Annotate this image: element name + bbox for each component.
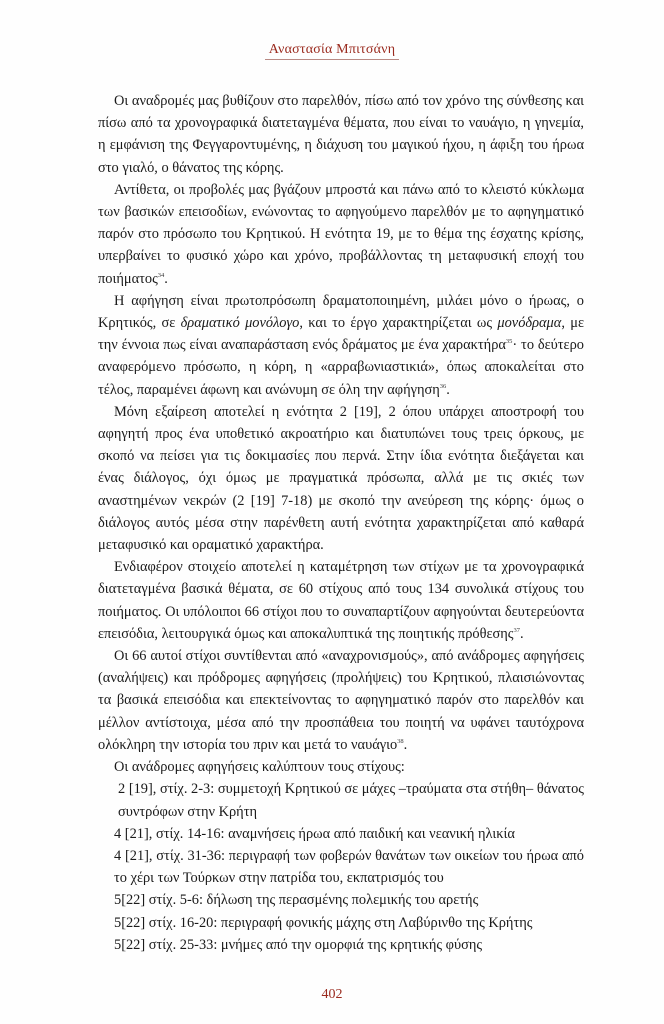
- paragraph-text: Μόνη εξαίρεση αποτελεί η ενότητα 2 [19], 2 όπου υπάρχει αποστροφή του αφηγητή προς ένα υποθετικό ακροατήριο και διατυπώνει τους τρεις όρκους, με σκοπό να πείσει για τις δοκιμασίες που περνά. Στην ίδια ενότητα διεξάγεται και ένας διάλογος, όχι όμως με πραγματικά πρόσωπα, αλλά με τις σκιές των αναστημένων νεκρών (2 [19] 7-18) με σκοπό την ανεύρεση της κόρης· όμως ο διάλογος αυτός μέσα στην παρένθετη αυτή ενότητα χαρακτηρίζεται από καθαρά μεταφυσικό και οραματικό χαρακτήρα.: [98, 403, 584, 554]
- main-text: [98, 90, 584, 956]
- paragraph-text: Ενδιαφέρον στοιχείο αποτελεί η καταμέτρηση των στίχων με τα χρονογραφικά διατεταγμένα βασικά θέματα, σε 60 στίχους από τους 134 συνολικά στίχους του ποιήματος. Οι υπόλοιποι 66 στίχοι που το συναπαρτίζουν αφηγούνται δευτερεύοντα επεισόδια, λειτουργικά όμως και αποκαλυπτικά της ποιητικής πρόθεσης: [98, 559, 584, 642]
- footnote-marker: 38: [397, 738, 404, 746]
- paragraph-text: Η αφήγηση είναι πρωτοπρόσωπη δραματοποιημένη, μιλάει μόνο ο ήρωας, ο Κρητικός, σε: [98, 292, 584, 332]
- list-item: 4 [21], στίχ. 31-36: περιγραφή των φοβερών θανάτων των οικείων του ήρωα από το χέρι των Τούρκων στην πατρίδα του, εκπατρισμός του: [114, 847, 584, 887]
- list-item: 5[22] στίχ. 25-33: μνήμες από την ομορφιά της κρητικής φύσης: [114, 936, 483, 953]
- paragraph-tail: .: [520, 625, 524, 642]
- paragraph-2: [98, 179, 584, 290]
- footnote-marker: 37: [513, 627, 520, 635]
- paragraph-7: [98, 756, 584, 778]
- paragraph-text: Οι ανάδρομες αφηγήσεις καλύπτουν τους στίχους:: [114, 759, 405, 776]
- paragraph-tail: .: [446, 381, 450, 398]
- list-item: 5[22] στίχ. 5-6: δήλωση της περασμένης πολεμικής του αρετής: [114, 892, 479, 909]
- verse-list: [98, 778, 584, 956]
- page-number: 402: [321, 987, 343, 1002]
- list-item: 4 [21], στίχ. 14-16: αναμνήσεις ήρωα από παιδική και νεανική ηλικία: [114, 825, 515, 842]
- paragraph-tail: .: [164, 270, 168, 287]
- paragraph-text: · το δεύτερο αναφερόμενο πρόσωπο, η κόρη, η «αρραβωνιαστικιά», όπως αποκαλείται στο τέλος, παραμένει άφωνη και ανώνυμη σε όλη την αφήγηση: [98, 337, 584, 398]
- list-item: 2 [19], στίχ. 2-3: συμμετοχή Κρητικού σε μάχες –τραύματα στα στήθη– θάνατος συντρόφων στην Κρήτη: [118, 781, 584, 820]
- paragraph-1: [98, 90, 584, 179]
- paragraph-text: Αντίθετα, οι προβολές μας βγάζουν μπροστά και πάνω από το κλειστό κύκλωμα των βασικών επεισοδίων, ενώνοντας το αφηγούμενο παρελθόν με το αφηγηματικό παρόν στο πρόσωπο του Κρητικού. Η ενότητα 19, με το θέμα της έσχατης κρίσης, υπερβαίνει το φυσικό χώρο και χρόνο, προβάλλοντας τη μεταφυσική εποχή του ποιήματος: [98, 181, 584, 287]
- paragraph-6: [98, 645, 584, 756]
- list-item: 5[22] στίχ. 16-20: περιγραφή φονικής μάχης στη Λαβύρινθο της Κρήτης: [114, 914, 533, 931]
- paragraph-text: , και το έργο χαρακτηρίζεται ως: [299, 315, 498, 332]
- paragraph-4: [98, 401, 584, 556]
- paragraph-tail: .: [403, 736, 408, 753]
- paragraph-text: Οι 66 αυτοί στίχοι συντίθενται από «αναχρονισμούς», από ανάδρομες αφηγήσεις (αναλήψεις) και πρόδρομες αφηγήσεις (προλήψεις) του Κρητικού, πλαισιώνοντας τα βασικά επεισόδια και επεκτείνοντας το αφηγηματικό παρόν στο παρελθόν και μέλλον αντίστοιχα, μέσα από την προσπάθεια του ποιητή να υφάνει ταυτόχρονα ολόκληρη την ιστορία του πριν και μετά το ναυάγιο: [98, 648, 584, 753]
- footnote-marker: 36: [439, 382, 447, 390]
- italic-term: μονόδραμα: [497, 315, 562, 332]
- paragraph-3: [98, 290, 584, 401]
- italic-term: δραματικό μονόλογο: [180, 315, 300, 332]
- paragraph-5: [98, 556, 584, 645]
- paragraph-text: Οι αναδρομές μας βυθίζουν στο παρελθόν, πίσω από τον χρόνο της σύνθεσης και πίσω από τα χρονογραφικά διατεταγμένα θέματα, που είναι το ναυάγιο, η γηνεμία, η εμφάνιση της Φεγγαροντυμένης, η διάχυση του μαγικού ήχου, η άφιξη του ήρωα στο γιαλό, ο θάνατος της κόρης.: [98, 93, 584, 176]
- paragraph-text: , με την έννοια πως είναι αναπαράσταση ενός δράματος με ένα χαρακτήρα: [98, 315, 584, 354]
- footnote-marker: 35: [505, 338, 513, 346]
- footnote-marker: 34: [157, 271, 165, 279]
- running-head: [0, 42, 664, 60]
- author-name: Αναστασία Μπιτσάνη: [265, 42, 399, 60]
